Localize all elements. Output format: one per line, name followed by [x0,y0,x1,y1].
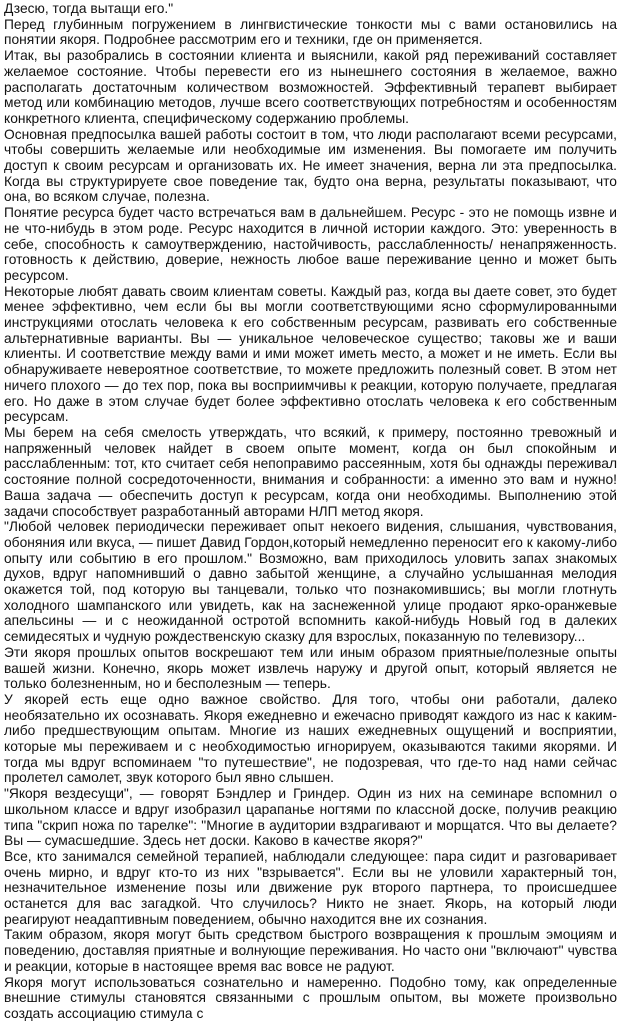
paragraph-10: У якорей есть еще одно важное свойство. Для того, чтобы они работали, далеко необязательно их осознавать. Якоря ежедневно и ежечасно приводят каждого из нас к каким-либо предшествующим опытам. Многие из наших ежедневных ощущений и восприятии, которые мы переживаем и с необходимостью игнорируем, оказываются такими якорями. И тогда мы вдруг вспоминаем "то путешествие", не подозревая, что где-то над нами сейчас пролетел самолет, звук которого был явно слышен. [4,691,617,786]
paragraph-11: "Якоря вездесущи", — говорят Бэндлер и Гриндер. Один из них на семинаре вспомнил о школьном классе и вдруг изобразил царапанье ногтями по классной доске, получив реакцию типа "скрип ножа по тарелке": "Многие в аудитории вздрагивают и морщатся. Что вы делаете? Вы — сумасшедшие. Здесь нет доски. Каково в качестве якоря?" [4,786,617,849]
paragraph-12: Все, кто занимался семейной терапией, наблюдали следующее: пара сидит и разговаривает очень мирно, и вдруг кто-то из них "взрывается". Если вы не уловили характерный тон, незначительное изменение позы или движение рук второго партнера, то происшедшее останется для вас загадкой. Что случилось? Никто не знает. Якорь, на который люди реагируют неадаптивным поведением, обычно находится вне их сознания. [4,848,617,927]
paragraph-2: Перед глубинным погружением в лингвистические тонкости мы с вами остановились на понятии якоря. Подробнее рассмотрим его и техники, где он применяется. [4,16,617,48]
paragraph-7: Мы берем на себя смелость утверждать, что всякий, к примеру, постоянно тревожный и напряженный человек найдет в своем опыте момент, когда он был спокойным и расслабленным: тот, кто считает себя непоправимо рассеянным, хотя бы однажды переживал состояние полной сосредоточенности, внимания и собранности: а именно это вам и нужно! Ваша задача — обеспечить доступ к ресурсам, когда они необходимы. Выполнению этой задачи способствует разработанный авторами НЛП метод якоря. [4,424,617,519]
paragraph-4: Основная предпосылка вашей работы состоит в том, что люди располагают всеми ресурсами, чтобы совершить желаемые или необходимые им изменения. Вы помогаете им получить доступ к своим ресурсам и организовать их. Не имеет значения, верна ли эта предпосылка. Когда вы структурируете свое поведение так, будто она верна, результаты показывают, что она, во всяком случае, полезна. [4,126,617,205]
paragraph-3: Итак, вы разобрались в состоянии клиента и выяснили, какой ряд переживаний составляет желаемое состояние. Чтобы перевести его из нынешнего состояния в желаемое, важно располагать достаточным количеством возможностей. Эффективный терапевт выбирает метод или комбинацию методов, лучше всего соответствующих потребностям и особенностям конкретного клиента, специфическому содержанию проблемы. [4,48,617,126]
paragraph-14: Якоря могут использоваться сознательно и намеренно. Подобно тому, как определенные внешние стимулы становятся связанными с прошлым опытом, вы можете произвольно создать ассоциацию стимула с [4,974,617,1021]
paragraph-5: Понятие ресурса будет часто встречаться вам в дальнейшем. Ресурс - это не помощь извне и не что-нибудь в этом роде. Ресурс находится в личной истории каждого. Это: уверенность в себе, способность к самоутверждению, настойчивость, расслабленность/ ненапряженность. готовность к действию, доверие, нежность любое ваше переживание ценно и может быть ресурсом. [4,205,617,283]
paragraph-13: Таким образом, якоря могут быть средством быстрого возвращения к прошлым эмоциям и поведению, доставляя приятные и волнующие переживания. Но часто они "включают" чувства и реакции, которые в настоящее время вас вовсе не радуют. [4,927,617,974]
paragraph-8: "Любой человек периодически переживает опыт некоего видения, слышания, чувствования, обоняния или вкуса, — пишет Давид Гордон,который немедленно переносит его к какому-либо опыту или событию в его прошлом." Возможно, вам приходилось уловить запах знакомых духов, вдруг напомнивший о давно забытой женщине, а случайно услышанная мелодия окажется той, под которую вы танцевали, только что познакомившись; вы могли глотнуть холодного шампанского или увидеть, как на заснеженной улице продают ярко-оранжевые апельсины — и с неожиданной остротой вспомнить какой-нибудь Новый год в далеких семидесятых и чудную рождественскую сказку для взрослых, показанную по телевизору... [4,519,617,645]
paragraph-6: Некоторые любят давать своим клиентам советы. Каждый раз, когда вы даете совет, это будет менее эффективно, чем если бы вы могли соответствующими ясно сформулированными инструкциями отослать человека к его собственным ресурсам, развивать его собственные альтернативные варианты. Вы — уникальное человеческое существо; таковы же и ваши клиенты. И соответствие между вами и ими может иметь место, а может и не иметь. Если вы обнаруживаете невероятное соответствие, то можете предложить полезный совет. В этом нет ничего плохого — до тех пор, пока вы восприимчивы к реакции, которую получаете, предлагая его. Но даже в этом случае будет более эффективно отослать человека к его собственным ресурсам. [4,283,617,425]
paragraph-1: Дзесю, тогда вытащи его." [4,1,174,16]
paragraph-9: Эти якоря прошлых опытов воскрешают тем или иным образом приятные/полезные опыты вашей жизни. Конечно, якорь может извлечь наружу и другой опыт, который является не только болезненным, но и бесполезным — теперь. [4,644,617,692]
